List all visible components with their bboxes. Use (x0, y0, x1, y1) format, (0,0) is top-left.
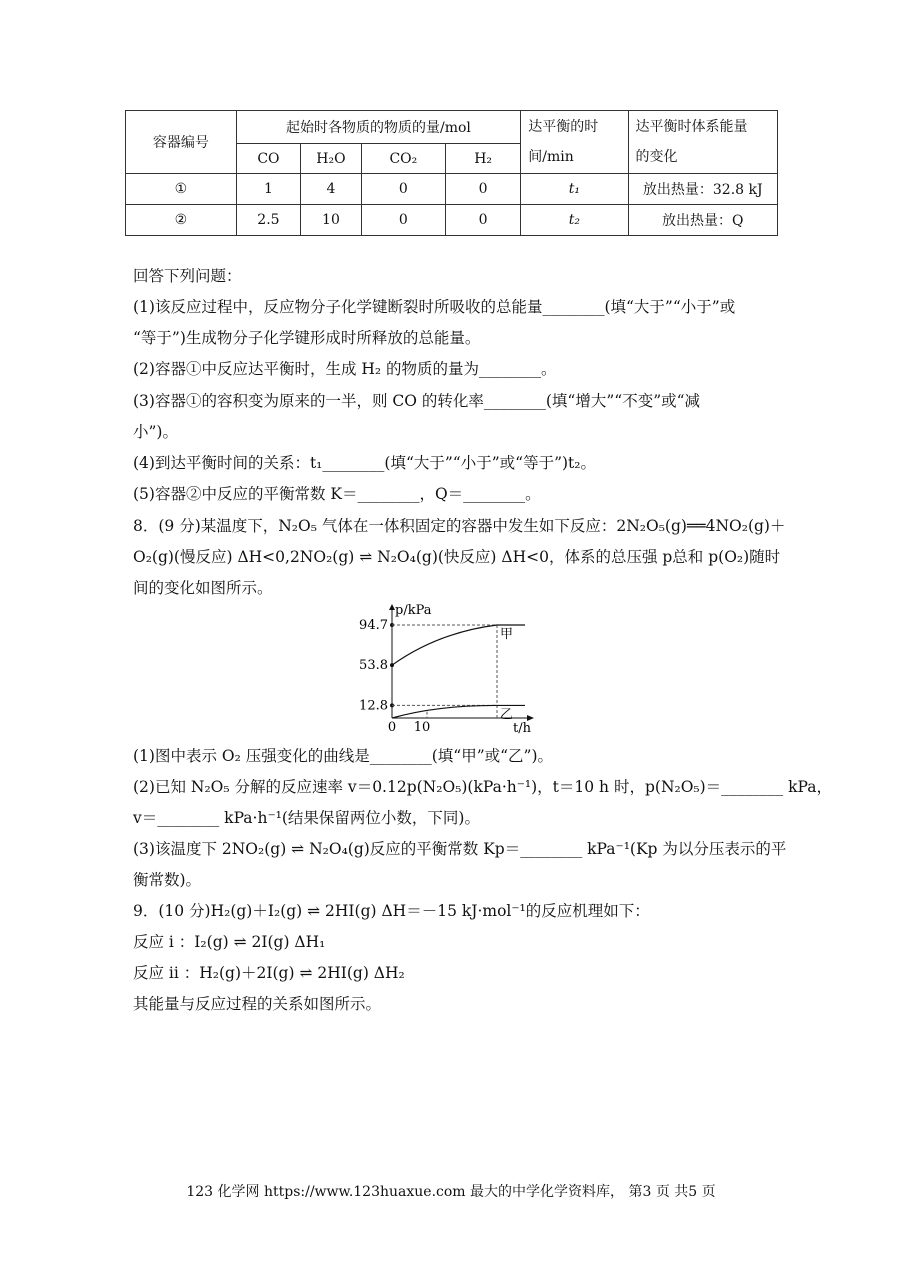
q7-line1: (1)该反应过程中，反应物分子化学键断裂时所吸收的总能量________(填“大于”“小于”或 (133, 298, 736, 316)
header-time-line1: 达平衡的时 (528, 119, 599, 135)
species-co: CO (236, 144, 300, 174)
y-tick-label: 53.8 (359, 658, 388, 674)
page-footer: 123 化学网 https://www.123huaxue.com 最大的中学化学资料库， 第3 页 共5 页 (186, 1184, 716, 1200)
species-h2: H₂ (446, 144, 521, 174)
x-tick-label: 10 (413, 720, 431, 735)
table-row (126, 174, 778, 205)
q7-line2: “等于”)生成物分子化学键形成时所释放的总能量。 (133, 329, 481, 347)
cell-h2o: 4 (301, 174, 362, 205)
species-co2: CO₂ (361, 144, 445, 174)
q9-line3: 反应 ii ：H₂(g)＋2I(g) ⇌ 2HI(g) ΔH₂ (133, 964, 405, 982)
cell-energy: 放出热量：32.8 kJ (628, 174, 777, 205)
cell-h2o: 10 (301, 205, 362, 236)
q7-line6: (4)到达平衡时间的关系：t₁________(填“大于”“小于”或“等于”)t₂。 (133, 454, 596, 472)
series-label-甲: 甲 (500, 627, 514, 643)
row-id: ② (126, 205, 237, 236)
q8-answer4: (3)该温度下 2NO₂(g) ⇌ N₂O₄(g)反应的平衡常数 Kp＝________ kPa⁻¹(Kp 为以分压表示的平 (133, 840, 787, 858)
header-initial: 起始时各物质的物质的量/mol (236, 111, 521, 144)
q7-intro: 回答下列问题： (133, 267, 242, 285)
q8-answer1: (1)图中表示 O₂ 压强变化的曲线是________(填“甲”或“乙”)。 (133, 747, 554, 765)
header-container: 容器编号 (126, 111, 237, 174)
y-axis-label: p/kPa (395, 603, 432, 618)
cell-time: t₂ (521, 205, 628, 236)
q8-answer5: 衡常数)。 (133, 871, 202, 889)
q8-line3: 间的变化如图所示。 (133, 579, 273, 597)
data-table (125, 110, 778, 236)
y-tick-label: 94.7 (359, 618, 388, 634)
cell-co: 1 (236, 174, 300, 205)
pressure-time-chart (355, 600, 540, 740)
cell-h2: 0 (446, 205, 521, 236)
q8-line2: O₂(g)(慢反应) ΔH<0,2NO₂(g) ⇌ N₂O₄(g)(快反应) ΔH<0，体系的总压强 p总和 p(O₂)随时 (133, 548, 781, 566)
header-energy (628, 111, 777, 174)
cell-co: 2.5 (236, 205, 300, 236)
table-row (126, 205, 778, 236)
header-energy-line2: 的变化 (635, 149, 678, 165)
q8-answer3: v＝________ kPa·h⁻¹(结果保留两位小数，下同)。 (133, 809, 480, 827)
series-label-乙: 乙 (500, 707, 514, 723)
y-tick-label: 12.8 (359, 698, 388, 714)
x-axis-label: t/h (513, 721, 531, 736)
q9-line4: 其能量与反应过程的关系如图所示。 (133, 995, 382, 1013)
q7-line5: 小”)。 (133, 423, 178, 441)
header-energy-line1: 达平衡时体系能量 (635, 119, 748, 135)
cell-energy: 放出热量：Q (628, 205, 777, 236)
q7-line4: (3)容器①的容积变为原来的一半，则 CO 的转化率________(填“增大”“不变”或“减 (133, 392, 701, 410)
q9-line1: 9．(10 分)H₂(g)＋I₂(g) ⇌ 2HI(g) ΔH＝－15 kJ·mol⁻¹的反应机理如下： (133, 902, 650, 920)
species-h2o: H₂O (301, 144, 362, 174)
x-tick-label: 0 (387, 720, 397, 735)
header-time-line2: 间/min (528, 149, 574, 165)
header-time (521, 111, 628, 174)
cell-co2: 0 (361, 205, 445, 236)
q7-line7: (5)容器②中反应的平衡常数 K＝________，Q＝________。 (133, 485, 541, 503)
q9-line2: 反应 i ：I₂(g) ⇌ 2I(g) ΔH₁ (133, 933, 326, 951)
q7-line3: (2)容器①中反应达平衡时，生成 H₂ 的物质的量为________。 (133, 360, 557, 378)
cell-time: t₁ (521, 174, 628, 205)
q8-answer2: (2)已知 N₂O₅ 分解的反应速率 v＝0.12p(N₂O₅)(kPa·h⁻¹)，t＝10 h 时，p(N₂O₅)＝________ kPa， (133, 778, 832, 796)
row-id: ① (126, 174, 237, 205)
q8-line1: 8．(9 分)某温度下，N₂O₅ 气体在一体积固定的容器中发生如下反应：2N₂O₅(g)══4NO₂(g)＋ (133, 517, 786, 535)
cell-h2: 0 (446, 174, 521, 205)
cell-co2: 0 (361, 174, 445, 205)
